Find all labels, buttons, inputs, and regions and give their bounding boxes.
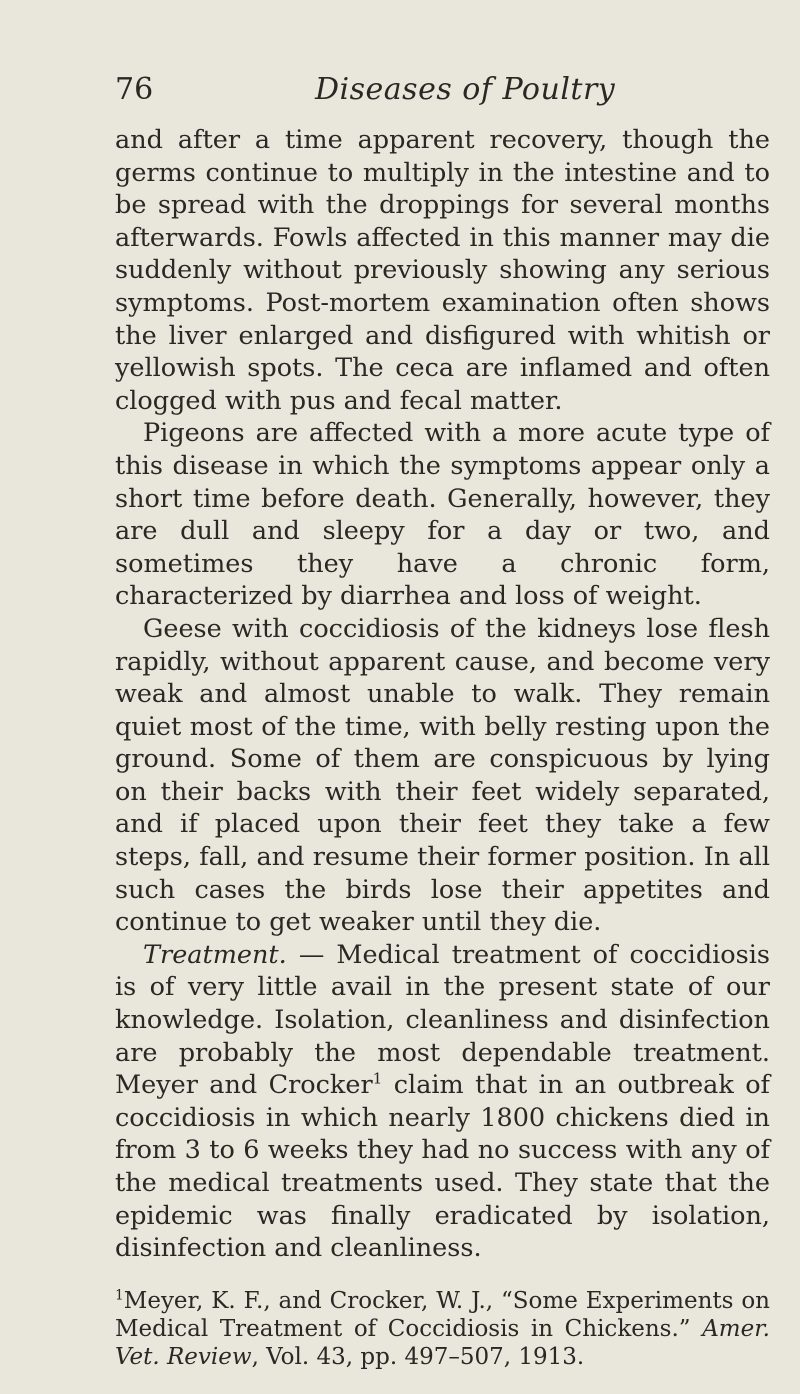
paragraph-4-text-b: claim that in an outbreak of coccidiosis in which nearly 1800 chickens died in from 3 to 6 weeks they had no success with any of the medical treatments used. They state that the epidemic was finally eradicated by isolation, disinfection and cleanliness. (115, 1070, 770, 1264)
paragraph-2: Pigeons are affected with a more acute type of this disease in which the symptoms appear only a short time before death. Generally, however, they are dull and sleepy for a day or two, and sometimes they have a chronic form, characterized by diarrhea and loss of weight. (115, 418, 770, 612)
footnote-reference: 1 (372, 1069, 383, 1088)
body-text (115, 124, 770, 1394)
page-header (115, 72, 765, 112)
running-title: Diseases of Poultry (315, 72, 616, 107)
footnote-journal: Amer. Vet. Review (115, 1315, 770, 1370)
footnote-mark: 1 (115, 1287, 124, 1304)
footnote-text-b: , Vol. 43, pp. 497–507, 1913. (251, 1343, 585, 1370)
paragraph-3: Geese with coccidiosis of the kidneys lose flesh rapidly, without apparent cause, and become very weak and almost unable to walk. They remain quiet most of the time, with belly resting upon the ground. Some of them are conspicuous by lying on their backs with their feet widely separated, and if placed upon their feet they take a few steps, fall, and resume their former position. In all such cases the birds lose their appetites and continue to get weaker until they die. (115, 613, 770, 938)
paragraph-1: and after a time apparent recovery, though the germs continue to multiply in the intestine and to be spread with the droppings for several months afterwards. Fowls affected in this manner may die suddenly without previously showing any serious symptoms. Post-mortem examination often shows the liver enlarged and disfigured with whitish or yellowish spots. The ceca are inflamed and often clogged with pus and fecal matter. (115, 125, 770, 416)
treatment-heading: Treatment. (143, 939, 287, 970)
paragraph-4 (115, 939, 770, 1265)
footnote-text-a: Meyer, K. F., and Crocker, W. J., “Some Experiments on Medical Treatment of Coccidiosis in Chickens.” (115, 1287, 770, 1342)
footnote (115, 1287, 770, 1371)
page-number: 76 (115, 72, 154, 107)
paragraph-4-text-a: — Medical treatment of coccidiosis is of very little avail in the present state of our knowledge. Isolation, cleanliness and disinfection are probably the most dependable treatment. Meyer and Crocker (115, 939, 770, 1101)
